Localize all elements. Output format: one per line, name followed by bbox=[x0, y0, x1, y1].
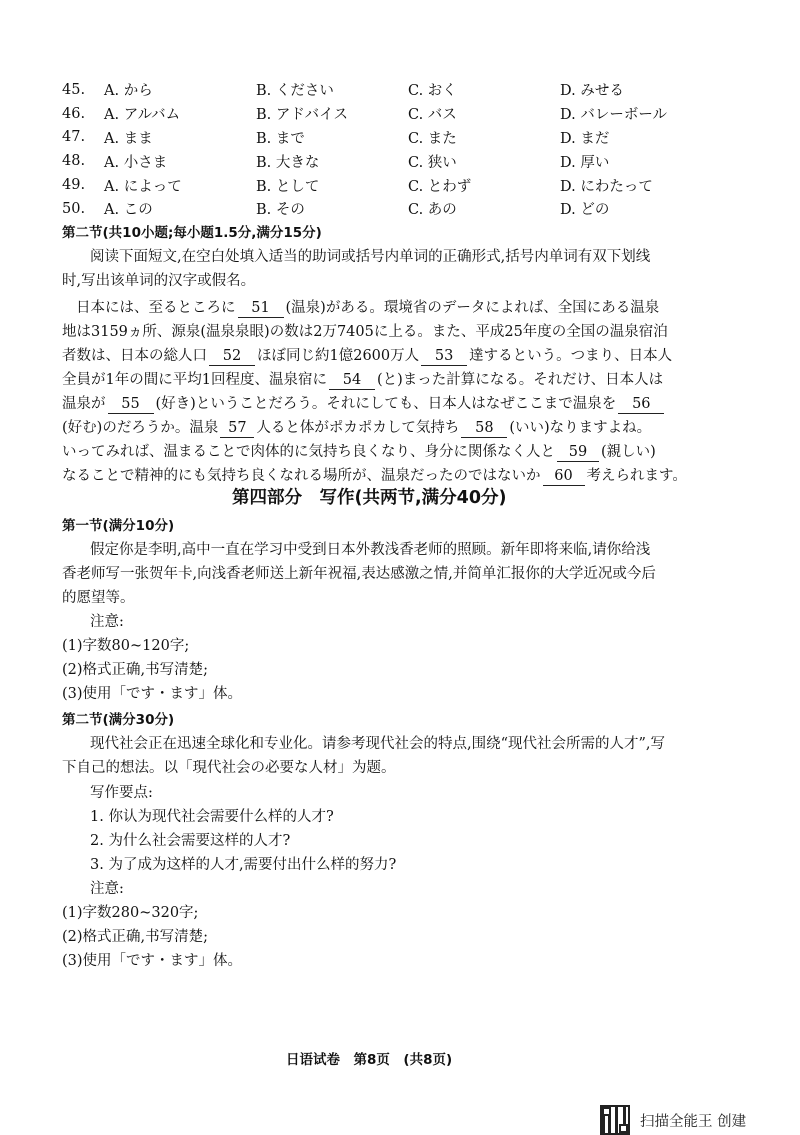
answer-blank: 53 bbox=[421, 349, 467, 366]
note-item: (1)字数280~320字; bbox=[62, 905, 199, 921]
passage-text: (好き)ということだろう。それにしても、日本人はなぜここまで温泉を bbox=[155, 396, 617, 412]
note-item: (3)使用「です・ます」体。 bbox=[62, 686, 243, 702]
passage-line bbox=[62, 368, 663, 390]
instruction-text: 阅读下面短文,在空白处填入适当的助词或括号内单词的正确形式,括号内单词有双下划线 bbox=[90, 249, 651, 265]
option-a: A. アルバム bbox=[104, 107, 181, 124]
mcq-row bbox=[62, 126, 752, 150]
passage-text: (親しい) bbox=[601, 444, 656, 460]
mcq-options bbox=[62, 78, 752, 221]
section-heading: 第一节(满分10分) bbox=[62, 518, 175, 534]
note-item: (3)使用「です・ます」体。 bbox=[62, 953, 243, 969]
prompt-text: 假定你是李明,高中一直在学习中受到日本外教浅香老师的照顾。新年即将来临,请你给浅 bbox=[90, 542, 651, 558]
mcq-row bbox=[62, 149, 752, 173]
option-d: D. にわたって bbox=[560, 178, 653, 195]
passage-text: いってみれば、温まることで肉体的に気持ち良くなり、身分に関係なく人と bbox=[62, 444, 555, 460]
instruction-text: 时,写出该单词的汉字或假名。 bbox=[62, 273, 256, 289]
passage-line bbox=[62, 392, 666, 414]
option-a: A. まま bbox=[104, 130, 153, 147]
passage-text: (いい)なりますよね。 bbox=[509, 420, 652, 436]
option-d: D. 厚い bbox=[560, 154, 610, 171]
passage-text: なることで精神的にも気持ち良くなれる場所が、温泉だったのではないか bbox=[62, 468, 541, 484]
note-item: (2)格式正确,书写清楚; bbox=[62, 662, 209, 678]
question-number: 50. bbox=[62, 200, 86, 217]
points-label: 写作要点: bbox=[90, 785, 153, 801]
prompt-text: 现代社会正在迅速全球化和专业化。请参考现代社会的特点,围绕“现代社会所需的人才”,写 bbox=[90, 736, 666, 752]
passage-text: 考えられます。 bbox=[586, 468, 687, 484]
passage-line bbox=[62, 416, 651, 438]
option-c: C. 狭い bbox=[408, 154, 457, 171]
option-a: A. によって bbox=[104, 178, 182, 195]
prompt-text: 香老师写一张贺年卡,向浅香老师送上新年祝福,表达感激之情,并简单汇报你的大学近况或今后 bbox=[62, 566, 656, 582]
option-c: C. とわず bbox=[408, 178, 472, 195]
option-d: D. どの bbox=[560, 202, 610, 219]
option-c: C. また bbox=[408, 130, 457, 147]
passage-text: (と)まった計算になる。それだけ、日本人は bbox=[376, 372, 664, 388]
passage-text: (好む)のだろうか。温泉 bbox=[62, 420, 219, 436]
passage-text: 地は3159ヵ所、源泉(温泉泉眼)の数は2万7405に上る。また、平成25年度の全国の温泉宿泊 bbox=[62, 324, 668, 340]
option-b: B. 大きな bbox=[256, 154, 320, 171]
note-label: 注意: bbox=[90, 614, 124, 630]
option-b: B. として bbox=[256, 178, 320, 195]
question-number: 45. bbox=[62, 81, 86, 98]
mcq-row bbox=[62, 78, 752, 102]
prompt-text: 的愿望等。 bbox=[62, 590, 135, 606]
answer-blank: 60 bbox=[543, 469, 585, 486]
option-a: A. から bbox=[104, 83, 153, 100]
passage-text: 達するという。つまり、日本人 bbox=[469, 348, 673, 364]
mcq-row bbox=[62, 102, 752, 126]
passage-text: 者数は、日本の総人口 bbox=[62, 348, 207, 364]
prompt-text: 下自己的想法。以「現代社会の必要な人材」为题。 bbox=[62, 760, 396, 776]
note-item: (1)字数80~120字; bbox=[62, 638, 190, 654]
option-c: C. バス bbox=[408, 107, 457, 124]
answer-blank: 58 bbox=[461, 421, 507, 438]
passage-text: (温泉)がある。環境省のデータによれば、全国にある温泉 bbox=[285, 300, 660, 316]
note-item: (2)格式正确,书写清楚; bbox=[62, 929, 209, 945]
answer-blank: 51 bbox=[238, 301, 284, 318]
option-b: B. ください bbox=[256, 83, 334, 100]
mcq-row bbox=[62, 173, 752, 197]
passage-line bbox=[76, 296, 659, 318]
option-c: C. おく bbox=[408, 83, 457, 100]
option-c: C. あの bbox=[408, 202, 457, 219]
answer-blank: 55 bbox=[108, 397, 154, 414]
question-number: 46. bbox=[62, 105, 86, 122]
question-number: 48. bbox=[62, 153, 86, 170]
passage-line bbox=[62, 440, 656, 462]
answer-blank: 57 bbox=[220, 421, 254, 438]
passage-text: 温泉が bbox=[62, 396, 106, 412]
writing-point: 2. 为什么社会需要这样的人才? bbox=[90, 833, 291, 849]
question-number: 49. bbox=[62, 177, 86, 194]
passage-line bbox=[62, 320, 668, 341]
section-heading: 第二节(共10小题;每小题1.5分,满分15分) bbox=[62, 225, 322, 241]
mcq-row bbox=[62, 197, 752, 221]
passage-text: 日本には、至るところに bbox=[76, 300, 236, 316]
question-number: 47. bbox=[62, 129, 86, 146]
answer-blank: 54 bbox=[329, 373, 375, 390]
option-d: D. みせる bbox=[560, 83, 624, 100]
writing-point: 1. 你认为现代社会需要什么样的人才? bbox=[90, 809, 334, 825]
option-b: B. まで bbox=[256, 130, 305, 147]
passage-text: ほぼ同じ約1億2600万人 bbox=[257, 348, 420, 364]
answer-blank: 52 bbox=[209, 349, 255, 366]
answer-blank: 56 bbox=[618, 397, 664, 414]
option-d: D. まだ bbox=[560, 130, 610, 147]
part-title: 第四部分 写作(共两节,满分40分) bbox=[232, 488, 507, 508]
option-b: B. アドバイス bbox=[256, 107, 348, 124]
option-a: A. 小さま bbox=[104, 154, 168, 171]
qr-code-icon bbox=[600, 1105, 630, 1135]
section-heading: 第二节(满分30分) bbox=[62, 712, 175, 728]
page-footer: 日语试卷 第8页 (共8页) bbox=[286, 1052, 453, 1068]
option-a: A. この bbox=[104, 202, 153, 219]
answer-blank: 59 bbox=[557, 445, 599, 462]
option-b: B. その bbox=[256, 202, 305, 219]
passage-line bbox=[62, 464, 687, 486]
option-d: D. バレーボール bbox=[560, 107, 668, 124]
passage-text: 人ると体がポカポカして気持ち bbox=[256, 420, 460, 436]
scanner-watermark: 扫描全能王 创建 bbox=[640, 1114, 747, 1130]
passage-text: 全員が1年の間に平均1回程度、温泉宿に bbox=[62, 372, 327, 388]
passage-line bbox=[62, 344, 672, 366]
note-label: 注意: bbox=[90, 881, 124, 897]
writing-point: 3. 为了成为这样的人才,需要付出什么样的努力? bbox=[90, 857, 397, 873]
